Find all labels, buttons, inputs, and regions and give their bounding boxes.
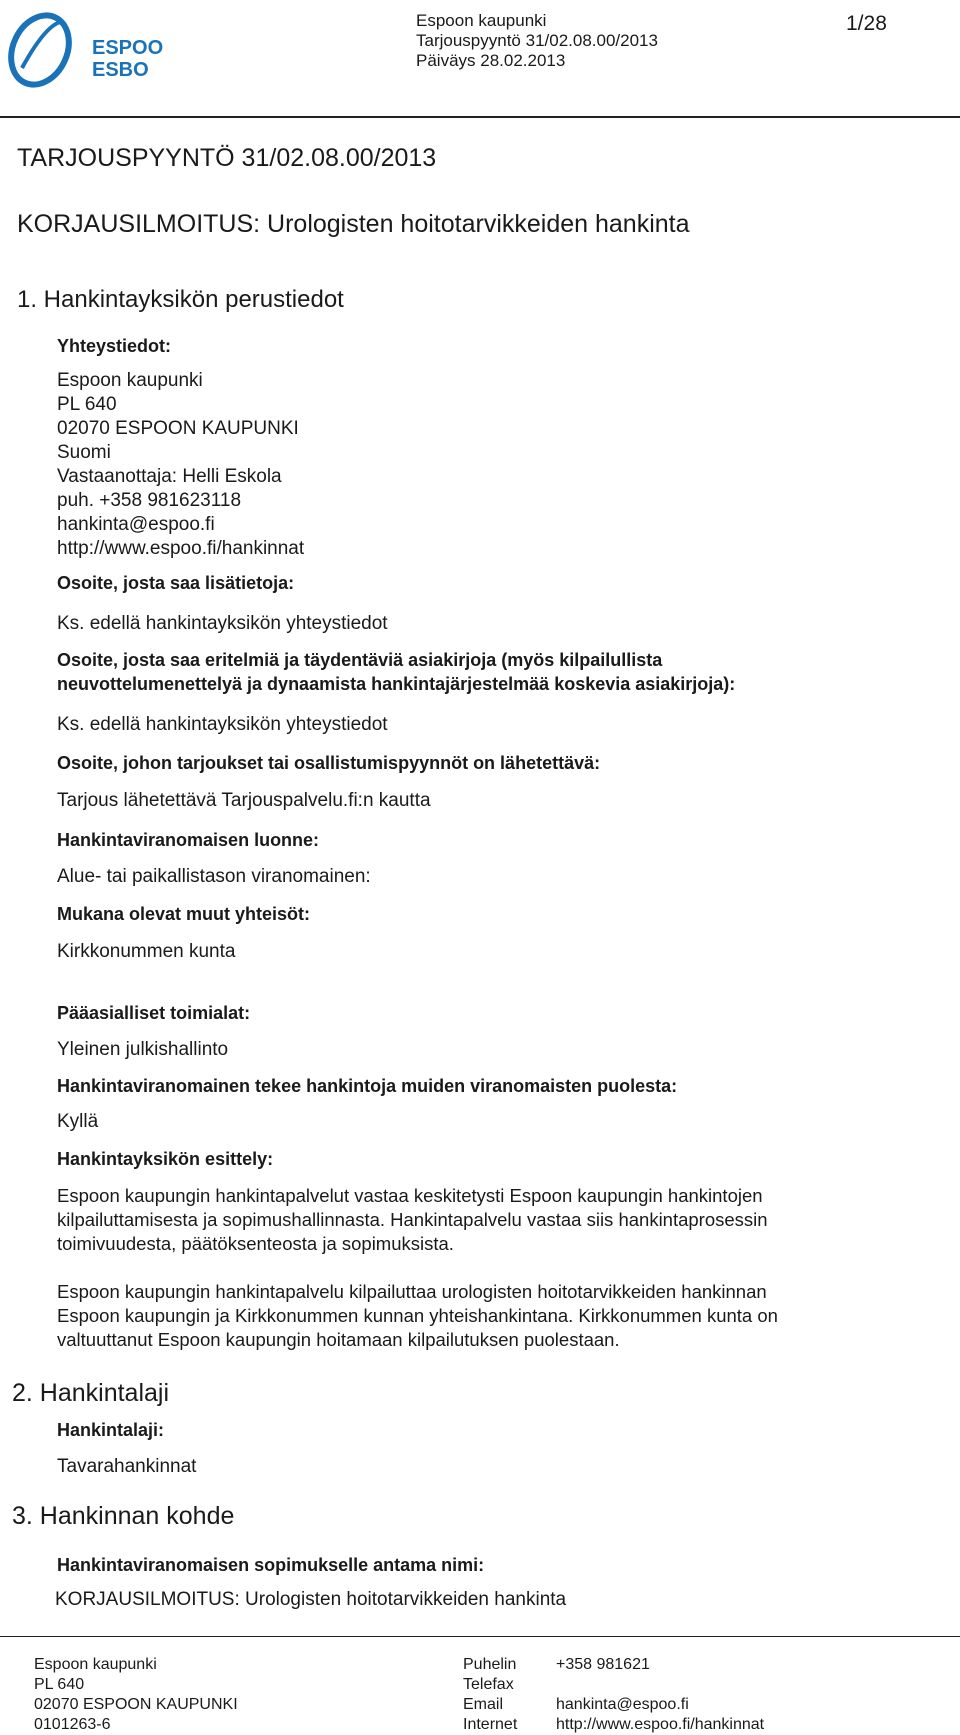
section-1-heading: 1. Hankintayksikön perustiedot [17, 286, 344, 313]
footer-line: 02070 ESPOON KAUPUNKI [34, 1696, 238, 1713]
paragraph-line: Espoon kaupungin ja Kirkkonummen kunnan yhteishankintana. Kirkkonummen kunta on [57, 1305, 778, 1326]
procurement-type-label: Hankintalaji: [57, 1420, 165, 1440]
address-line: PL 640 [57, 394, 117, 415]
contract-name-value: KORJAUSILMOITUS: Urologisten hoitotarvikkeiden hankinta [55, 1589, 567, 1610]
footer-key: Internet [463, 1716, 518, 1733]
footer-divider [0, 1636, 960, 1637]
address-line: Vastaanottaja: Helli Eskola [57, 466, 282, 487]
section-3-heading: 3. Hankinnan kohde [12, 1502, 235, 1530]
main-activities-label: Pääasialliset toimialat: [57, 1003, 251, 1023]
footer-website-link[interactable]: http://www.espoo.fi/hankinnat [556, 1716, 765, 1733]
footer-fax [556, 1675, 764, 1695]
paragraph-line: Espoon kaupungin hankintapalvelu kilpailuttaa urologisten hoitotarvikkeiden hankinnan [57, 1281, 767, 1302]
address-line: Espoon kaupunki [57, 370, 203, 391]
authority-nature-value: Alue- tai paikallistason viranomainen: [57, 866, 371, 887]
address-line: Suomi [57, 442, 111, 463]
contact-address [57, 369, 304, 561]
unit-intro-paragraph-2 [57, 1280, 778, 1352]
document-subtitle: KORJAUSILMOITUS: Urologisten hoitotarvikkeiden hankinta [17, 210, 690, 238]
docs-address-label-line1: Osoite, josta saa eritelmiä ja täydentäviä asiakirjoja (myös kilpailullista [57, 650, 663, 670]
footer-contact-keys [463, 1655, 517, 1735]
footer-key: Email [463, 1696, 504, 1713]
address-line: 02070 ESPOON KAUPUNKI [57, 418, 299, 439]
info-address-value: Ks. edellä hankintayksikön yhteystiedot [57, 613, 388, 634]
unit-intro-paragraph-1 [57, 1184, 768, 1256]
paragraph-line: valtuuttanut Espoon kaupungin hoitamaan kilpailutuksen puolestaan. [57, 1329, 620, 1350]
on-behalf-label: Hankintaviranomainen tekee hankintoja muiden viranomaisten puolesta: [57, 1076, 678, 1096]
on-behalf-value: Kyllä [57, 1111, 99, 1132]
section-2-heading: 2. Hankintalaji [12, 1379, 170, 1407]
other-entities-value: Kirkkonummen kunta [57, 941, 236, 962]
header-org: Espoon kaupunki [416, 11, 547, 30]
espoo-esbo-logo [8, 6, 168, 90]
contacts-label: Yhteystiedot: [57, 336, 172, 356]
docs-address-label-line2: neuvottelumenettelyä ja dynaamista hankintajärjestelmää koskevia asiakirjoja): [57, 674, 736, 694]
document-title: TARJOUSPYYNTÖ 31/02.08.00/2013 [17, 144, 437, 172]
footer-contact-values [556, 1655, 764, 1735]
contract-name-label: Hankintaviranomaisen sopimukselle antama nimi: [57, 1555, 485, 1575]
paragraph-line: kilpailuttamisesta ja sopimushallinnasta. Hankintapalvelu vastaa siis hankintaprosessin [57, 1209, 768, 1230]
unit-intro-label: Hankintayksikön esittely: [57, 1149, 274, 1169]
header-ref: Tarjouspyyntö 31/02.08.00/2013 [416, 31, 658, 50]
address-line: puh. +358 981623118 [57, 490, 242, 511]
logo-text-esbo: ESBO [92, 59, 149, 81]
footer-line: Espoon kaupunki [34, 1656, 157, 1673]
footer-email-link[interactable]: hankinta@espoo.fi [556, 1696, 689, 1713]
logo-text-espoo: ESPOO [92, 37, 164, 59]
website-link[interactable]: http://www.espoo.fi/hankinnat [57, 538, 305, 559]
footer-address [34, 1655, 238, 1735]
email-link[interactable]: hankinta@espoo.fi [57, 514, 215, 535]
other-entities-label: Mukana olevat muut yhteisöt: [57, 904, 311, 924]
main-activities-value: Yleinen julkishallinto [57, 1039, 229, 1060]
authority-nature-label: Hankintaviranomaisen luonne: [57, 830, 320, 850]
footer-key: Puhelin [463, 1656, 517, 1673]
info-address-label: Osoite, josta saa lisätietoja: [57, 573, 295, 593]
header-date: Päiväys 28.02.2013 [416, 51, 566, 70]
footer-phone: +358 981621 [556, 1656, 650, 1673]
footer-key: Telefax [463, 1676, 514, 1693]
send-address-label: Osoite, johon tarjoukset tai osallistumispyynnöt on lähetettävä: [57, 753, 601, 773]
footer-line: 0101263-6 [34, 1716, 111, 1733]
paragraph-line: toimivuudesta, päätöksenteosta ja sopimuksista. [57, 1233, 454, 1254]
procurement-type-value: Tavarahankinnat [57, 1456, 197, 1477]
footer-line: PL 640 [34, 1676, 85, 1693]
send-address-value: Tarjous lähetettävä Tarjouspalvelu.fi:n kautta [57, 790, 431, 811]
paragraph-line: Espoon kaupungin hankintapalvelut vastaa keskitetysti Espoon kaupungin hankintojen [57, 1185, 763, 1206]
header-divider [0, 116, 960, 118]
docs-address-value: Ks. edellä hankintayksikön yhteystiedot [57, 714, 388, 735]
page-number: 1/28 [846, 12, 887, 35]
